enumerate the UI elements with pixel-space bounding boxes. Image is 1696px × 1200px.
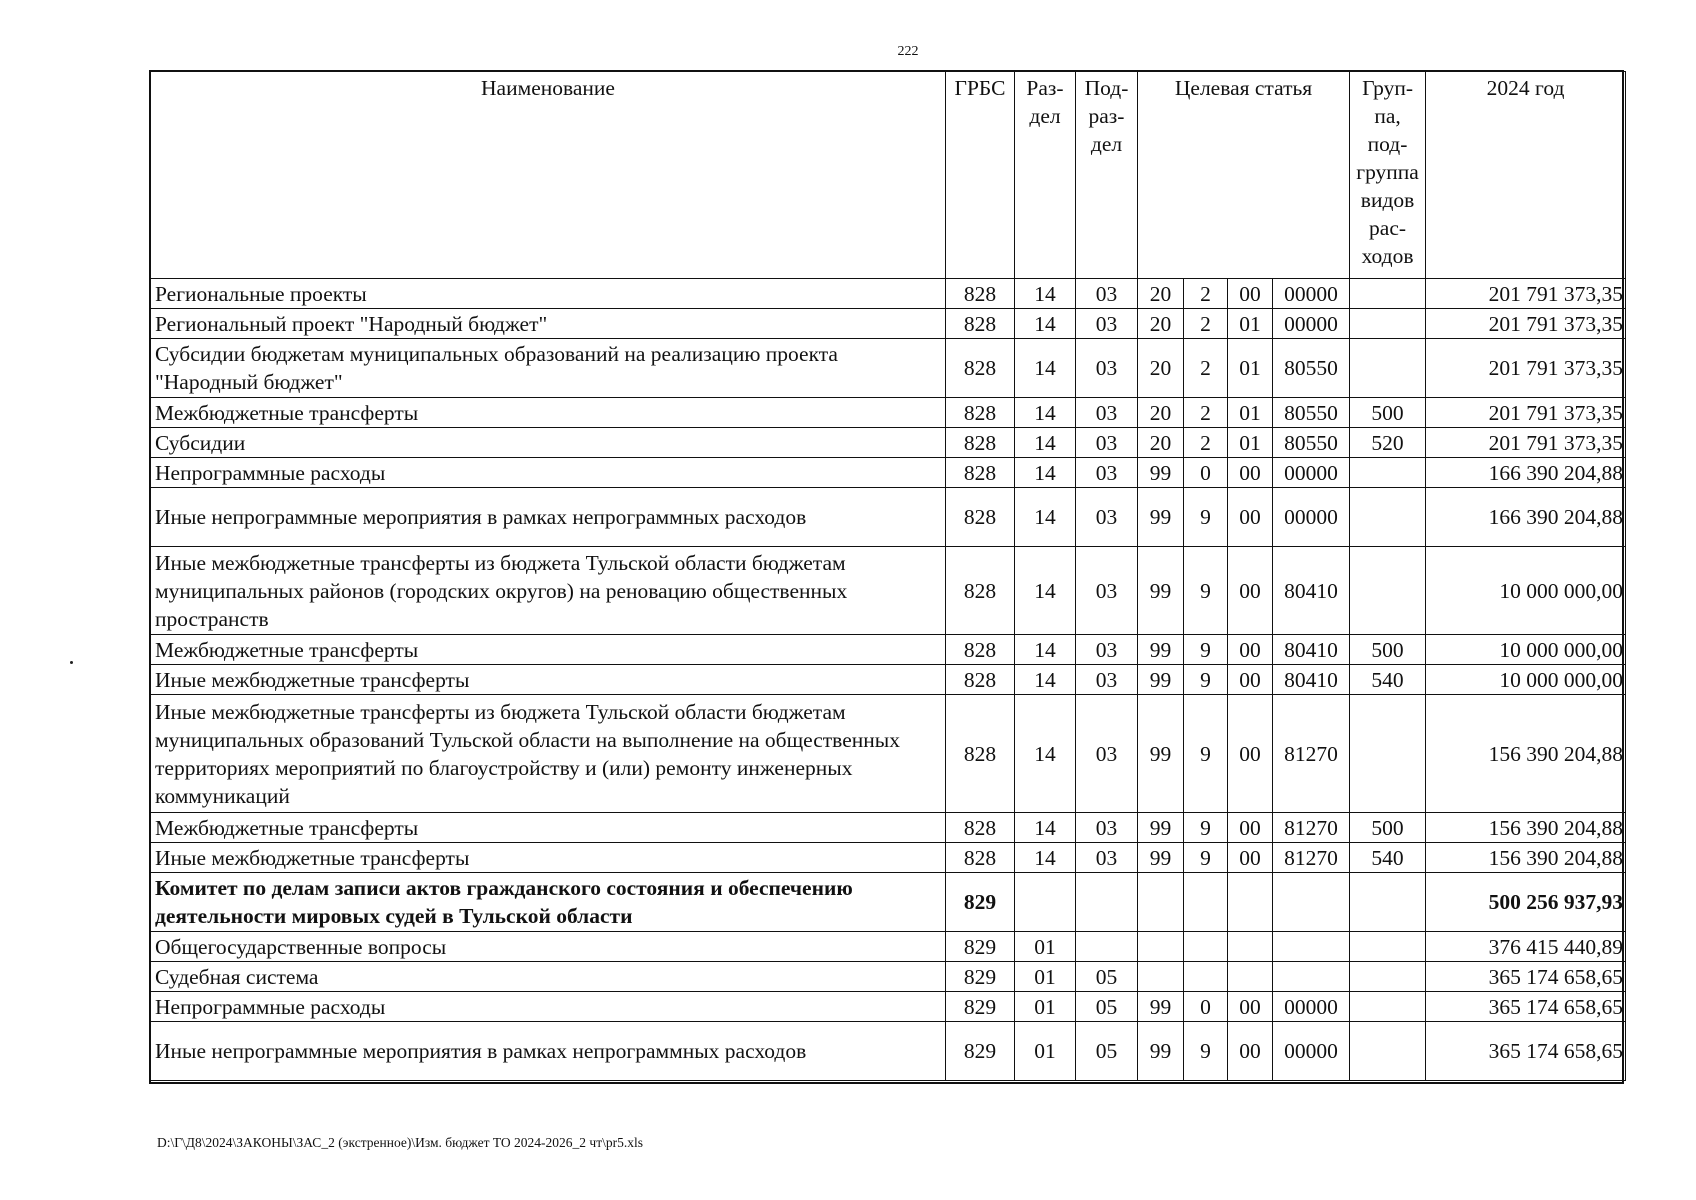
- row-expense-group: [1350, 992, 1426, 1022]
- row-expense-group: [1350, 932, 1426, 962]
- row-amount: 201 791 373,35: [1426, 309, 1626, 339]
- table-row: [151, 488, 1626, 547]
- row-target-subprogram: 0: [1184, 992, 1228, 1022]
- row-target-code: 00000: [1273, 279, 1350, 309]
- row-podrazdel: 03: [1076, 665, 1138, 695]
- row-amount: 10 000 000,00: [1426, 665, 1626, 695]
- row-target-code: 80550: [1273, 398, 1350, 428]
- row-name: Региональный проект "Народный бюджет": [151, 309, 946, 339]
- row-target-program: 20: [1138, 339, 1184, 398]
- row-target-direction: 00: [1228, 1022, 1273, 1081]
- row-target-code: [1273, 873, 1350, 932]
- row-target-subprogram: 9: [1184, 665, 1228, 695]
- row-grbs: 828: [946, 488, 1015, 547]
- row-grbs: 829: [946, 873, 1015, 932]
- row-name: Иные межбюджетные трансферты из бюджета Тульской области бюджетам муниципальных образований Тульской области на выполнение на общественных территориях мероприятий по благоустройству и (или) ремонту инженерных коммуникаций: [151, 695, 946, 813]
- row-name: Региональные проекты: [151, 279, 946, 309]
- row-razdel: 14: [1015, 458, 1076, 488]
- row-target-direction: 01: [1228, 309, 1273, 339]
- row-target-program: 20: [1138, 428, 1184, 458]
- row-grbs: 828: [946, 635, 1015, 665]
- row-target-code: 80410: [1273, 547, 1350, 635]
- row-target-direction: 01: [1228, 398, 1273, 428]
- table-row: [151, 279, 1626, 309]
- row-amount: 156 390 204,88: [1426, 695, 1626, 813]
- row-target-code: 80410: [1273, 665, 1350, 695]
- row-grbs: 829: [946, 932, 1015, 962]
- row-grbs: 828: [946, 695, 1015, 813]
- row-name: Непрограммные расходы: [151, 992, 946, 1022]
- row-expense-group: 500: [1350, 635, 1426, 665]
- row-amount: 166 390 204,88: [1426, 488, 1626, 547]
- row-razdel: 14: [1015, 813, 1076, 843]
- row-expense-group: [1350, 1022, 1426, 1081]
- row-target-code: 00000: [1273, 309, 1350, 339]
- row-target-program: 99: [1138, 665, 1184, 695]
- row-target-subprogram: 9: [1184, 547, 1228, 635]
- row-amount: 201 791 373,35: [1426, 279, 1626, 309]
- row-target-subprogram: 2: [1184, 309, 1228, 339]
- row-razdel: 14: [1015, 635, 1076, 665]
- row-name: Иные непрограммные мероприятия в рамках непрограммных расходов: [151, 1022, 946, 1081]
- row-target-direction: 00: [1228, 695, 1273, 813]
- row-amount: 365 174 658,65: [1426, 992, 1626, 1022]
- row-razdel: 01: [1015, 1022, 1076, 1081]
- row-grbs: 828: [946, 813, 1015, 843]
- row-podrazdel: 03: [1076, 279, 1138, 309]
- row-target-code: [1273, 932, 1350, 962]
- row-razdel: 14: [1015, 339, 1076, 398]
- row-name: Межбюджетные трансферты: [151, 635, 946, 665]
- row-amount: 365 174 658,65: [1426, 962, 1626, 992]
- header-razdel: Раз- дел: [1015, 72, 1076, 279]
- row-target-code: 80550: [1273, 339, 1350, 398]
- row-target-code: 80550: [1273, 428, 1350, 458]
- row-target-subprogram: [1184, 873, 1228, 932]
- row-target-program: 99: [1138, 695, 1184, 813]
- row-target-subprogram: [1184, 932, 1228, 962]
- table-row: [151, 309, 1626, 339]
- row-expense-group: [1350, 547, 1426, 635]
- row-target-subprogram: 9: [1184, 813, 1228, 843]
- row-podrazdel: 03: [1076, 398, 1138, 428]
- row-target-code: 00000: [1273, 1022, 1350, 1081]
- row-expense-group: [1350, 279, 1426, 309]
- row-razdel: 14: [1015, 428, 1076, 458]
- row-target-direction: 00: [1228, 665, 1273, 695]
- row-target-direction: 00: [1228, 458, 1273, 488]
- row-podrazdel: 03: [1076, 547, 1138, 635]
- row-grbs: 828: [946, 279, 1015, 309]
- table-row: [151, 695, 1626, 813]
- row-target-direction: 00: [1228, 279, 1273, 309]
- row-razdel: [1015, 873, 1076, 932]
- row-podrazdel: 03: [1076, 339, 1138, 398]
- row-target-program: 99: [1138, 813, 1184, 843]
- row-target-direction: [1228, 962, 1273, 992]
- row-grbs: 829: [946, 962, 1015, 992]
- row-name: Общегосударственные вопросы: [151, 932, 946, 962]
- row-target-code: 81270: [1273, 813, 1350, 843]
- row-grbs: 828: [946, 398, 1015, 428]
- row-target-program: 20: [1138, 279, 1184, 309]
- row-podrazdel: 03: [1076, 309, 1138, 339]
- row-grbs: 828: [946, 339, 1015, 398]
- row-grbs: 828: [946, 458, 1015, 488]
- row-target-direction: 00: [1228, 488, 1273, 547]
- row-target-program: [1138, 932, 1184, 962]
- row-expense-group: 540: [1350, 843, 1426, 873]
- row-razdel: 14: [1015, 488, 1076, 547]
- row-target-program: 99: [1138, 488, 1184, 547]
- row-grbs: 829: [946, 992, 1015, 1022]
- row-target-program: 20: [1138, 309, 1184, 339]
- row-razdel: 01: [1015, 932, 1076, 962]
- row-target-program: 99: [1138, 1022, 1184, 1081]
- table-header-row: [151, 72, 1626, 279]
- row-razdel: 14: [1015, 547, 1076, 635]
- header-podrazdel: Под- раз- дел: [1076, 72, 1138, 279]
- row-amount: 365 174 658,65: [1426, 1022, 1626, 1081]
- header-grbs: ГРБС: [946, 72, 1015, 279]
- row-grbs: 828: [946, 428, 1015, 458]
- row-target-direction: [1228, 932, 1273, 962]
- row-target-direction: 01: [1228, 428, 1273, 458]
- row-target-direction: [1228, 873, 1273, 932]
- row-name: Комитет по делам записи актов гражданского состояния и обеспечению деятельности мировых судей в Тульской области: [151, 873, 946, 932]
- row-target-subprogram: 2: [1184, 428, 1228, 458]
- row-target-program: 99: [1138, 843, 1184, 873]
- row-expense-group: [1350, 309, 1426, 339]
- row-amount: 10 000 000,00: [1426, 547, 1626, 635]
- row-target-subprogram: 9: [1184, 843, 1228, 873]
- row-amount: 201 791 373,35: [1426, 398, 1626, 428]
- row-target-program: 99: [1138, 635, 1184, 665]
- table-row: [151, 813, 1626, 843]
- row-target-program: 99: [1138, 458, 1184, 488]
- row-expense-group: [1350, 695, 1426, 813]
- row-expense-group: 520: [1350, 428, 1426, 458]
- table-row: [151, 992, 1626, 1022]
- row-name: Непрограммные расходы: [151, 458, 946, 488]
- row-target-program: 99: [1138, 992, 1184, 1022]
- row-grbs: 828: [946, 843, 1015, 873]
- row-podrazdel: [1076, 873, 1138, 932]
- row-razdel: 01: [1015, 992, 1076, 1022]
- row-target-subprogram: 2: [1184, 279, 1228, 309]
- page-number: 222: [897, 44, 919, 59]
- table-row: [151, 547, 1626, 635]
- row-target-direction: 01: [1228, 339, 1273, 398]
- row-target-code: 81270: [1273, 695, 1350, 813]
- row-target-program: [1138, 873, 1184, 932]
- row-amount: 10 000 000,00: [1426, 635, 1626, 665]
- row-name: Субсидии: [151, 428, 946, 458]
- row-amount: 166 390 204,88: [1426, 458, 1626, 488]
- header-year: 2024 год: [1426, 72, 1626, 279]
- row-grbs: 829: [946, 1022, 1015, 1081]
- row-target-code: 80410: [1273, 635, 1350, 665]
- row-podrazdel: [1076, 932, 1138, 962]
- table-row: [151, 873, 1626, 932]
- row-expense-group: 500: [1350, 813, 1426, 843]
- header-gruppa-vidov-rashodov: Груп- па, под- группа видов рас- ходов: [1350, 72, 1426, 279]
- table-row: [151, 665, 1626, 695]
- row-grbs: 828: [946, 309, 1015, 339]
- row-razdel: 14: [1015, 695, 1076, 813]
- table-row: [151, 962, 1626, 992]
- table-row: [151, 339, 1626, 398]
- row-amount: 156 390 204,88: [1426, 813, 1626, 843]
- row-razdel: 14: [1015, 279, 1076, 309]
- row-name: Межбюджетные трансферты: [151, 813, 946, 843]
- table-row: [151, 1022, 1626, 1081]
- row-podrazdel: 05: [1076, 1022, 1138, 1081]
- row-target-direction: 00: [1228, 547, 1273, 635]
- row-target-code: 00000: [1273, 992, 1350, 1022]
- row-target-subprogram: [1184, 962, 1228, 992]
- row-podrazdel: 05: [1076, 992, 1138, 1022]
- row-amount: 500 256 937,93: [1426, 873, 1626, 932]
- row-amount: 201 791 373,35: [1426, 339, 1626, 398]
- row-amount: 201 791 373,35: [1426, 428, 1626, 458]
- row-target-subprogram: 2: [1184, 339, 1228, 398]
- row-target-subprogram: 9: [1184, 695, 1228, 813]
- row-target-direction: 00: [1228, 813, 1273, 843]
- header-celevaya-statya: Целевая статья: [1138, 72, 1350, 279]
- row-razdel: 14: [1015, 309, 1076, 339]
- row-podrazdel: 03: [1076, 635, 1138, 665]
- row-target-program: 20: [1138, 398, 1184, 428]
- row-target-subprogram: 2: [1184, 398, 1228, 428]
- row-target-code: 00000: [1273, 458, 1350, 488]
- row-target-code: 00000: [1273, 488, 1350, 547]
- row-target-subprogram: 9: [1184, 488, 1228, 547]
- row-expense-group: 540: [1350, 665, 1426, 695]
- table-row: [151, 635, 1626, 665]
- row-name: Субсидии бюджетам муниципальных образований на реализацию проекта "Народный бюджет": [151, 339, 946, 398]
- scan-speck: [70, 661, 73, 664]
- row-razdel: 14: [1015, 665, 1076, 695]
- row-podrazdel: 03: [1076, 695, 1138, 813]
- row-target-subprogram: 0: [1184, 458, 1228, 488]
- file-path-footer: D:\Г\Д8\2024\ЗАКОНЫ\ЗАС_2 (экстренное)\Изм. бюджет ТО 2024-2026_2 чт\pr5.xls: [157, 1135, 643, 1150]
- row-target-code: [1273, 962, 1350, 992]
- row-razdel: 14: [1015, 398, 1076, 428]
- row-target-direction: 00: [1228, 843, 1273, 873]
- row-expense-group: [1350, 962, 1426, 992]
- row-target-subprogram: 9: [1184, 635, 1228, 665]
- row-target-program: 99: [1138, 547, 1184, 635]
- row-razdel: 14: [1015, 843, 1076, 873]
- table-row: [151, 428, 1626, 458]
- row-target-subprogram: 9: [1184, 1022, 1228, 1081]
- budget-table: [150, 71, 1626, 1081]
- row-podrazdel: 03: [1076, 813, 1138, 843]
- row-target-direction: 00: [1228, 635, 1273, 665]
- row-expense-group: 500: [1350, 398, 1426, 428]
- table-row: [151, 458, 1626, 488]
- row-target-code: 81270: [1273, 843, 1350, 873]
- header-name: Наименование: [151, 72, 946, 279]
- table-row: [151, 398, 1626, 428]
- row-name: Иные межбюджетные трансферты из бюджета Тульской области бюджетам муниципальных районов (городских округов) на реновацию общественных пространств: [151, 547, 946, 635]
- row-podrazdel: 03: [1076, 428, 1138, 458]
- row-target-program: [1138, 962, 1184, 992]
- row-name: Иные межбюджетные трансферты: [151, 665, 946, 695]
- row-podrazdel: 03: [1076, 458, 1138, 488]
- row-name: Иные межбюджетные трансферты: [151, 843, 946, 873]
- row-expense-group: [1350, 458, 1426, 488]
- row-podrazdel: 03: [1076, 488, 1138, 547]
- table-row: [151, 843, 1626, 873]
- row-name: Иные непрограммные мероприятия в рамках непрограммных расходов: [151, 488, 946, 547]
- row-podrazdel: 05: [1076, 962, 1138, 992]
- row-expense-group: [1350, 339, 1426, 398]
- row-expense-group: [1350, 488, 1426, 547]
- row-expense-group: [1350, 873, 1426, 932]
- table-body: [151, 279, 1626, 1081]
- row-podrazdel: 03: [1076, 843, 1138, 873]
- row-grbs: 828: [946, 665, 1015, 695]
- row-amount: 156 390 204,88: [1426, 843, 1626, 873]
- row-name: Межбюджетные трансферты: [151, 398, 946, 428]
- row-grbs: 828: [946, 547, 1015, 635]
- table-row: [151, 932, 1626, 962]
- row-amount: 376 415 440,89: [1426, 932, 1626, 962]
- row-name: Судебная система: [151, 962, 946, 992]
- row-razdel: 01: [1015, 962, 1076, 992]
- row-target-direction: 00: [1228, 992, 1273, 1022]
